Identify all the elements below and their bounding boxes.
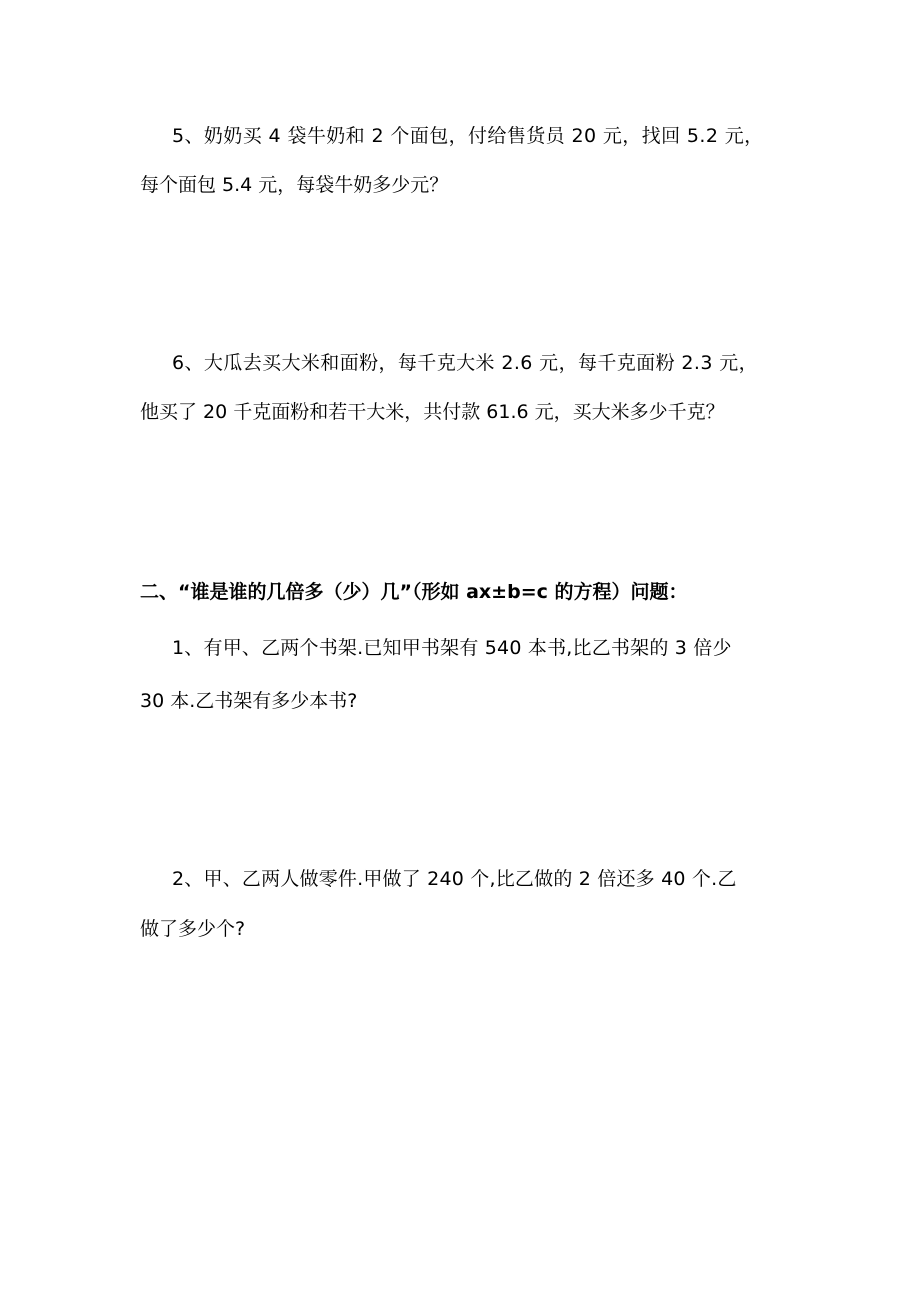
question-6-line-2: 他买了 20 千克面粉和若干大米，共付款 61.6 元，买大米多少千克？ bbox=[140, 401, 725, 423]
section-2-question-2-line-1: 2、甲、乙两人做零件.甲做了 240 个,比乙做的 2 倍还多 40 个.乙 bbox=[172, 868, 737, 890]
section-2-question-1-line-1: 1、有甲、乙两个书架.已知甲书架有 540 本书,比乙书架的 3 倍少 bbox=[172, 637, 732, 659]
question-6-line-1: 6、大瓜去买大米和面粉，每千克大米 2.6 元，每千克面粉 2.3 元， bbox=[172, 352, 759, 374]
question-5-line-2: 每个面包 5.4 元，每袋牛奶多少元？ bbox=[140, 174, 449, 196]
section-2-heading: 二、“谁是谁的几倍多（少）几”（形如 ax±b=c 的方程）问题： bbox=[140, 581, 688, 603]
section-2-question-1-line-2: 30 本.乙书架有多少本书? bbox=[140, 690, 358, 712]
section-2-question-2-line-2: 做了多少个? bbox=[140, 918, 246, 940]
question-5-line-1: 5、奶奶买 4 袋牛奶和 2 个面包，付给售货员 20 元，找回 5.2 元， bbox=[172, 125, 764, 147]
